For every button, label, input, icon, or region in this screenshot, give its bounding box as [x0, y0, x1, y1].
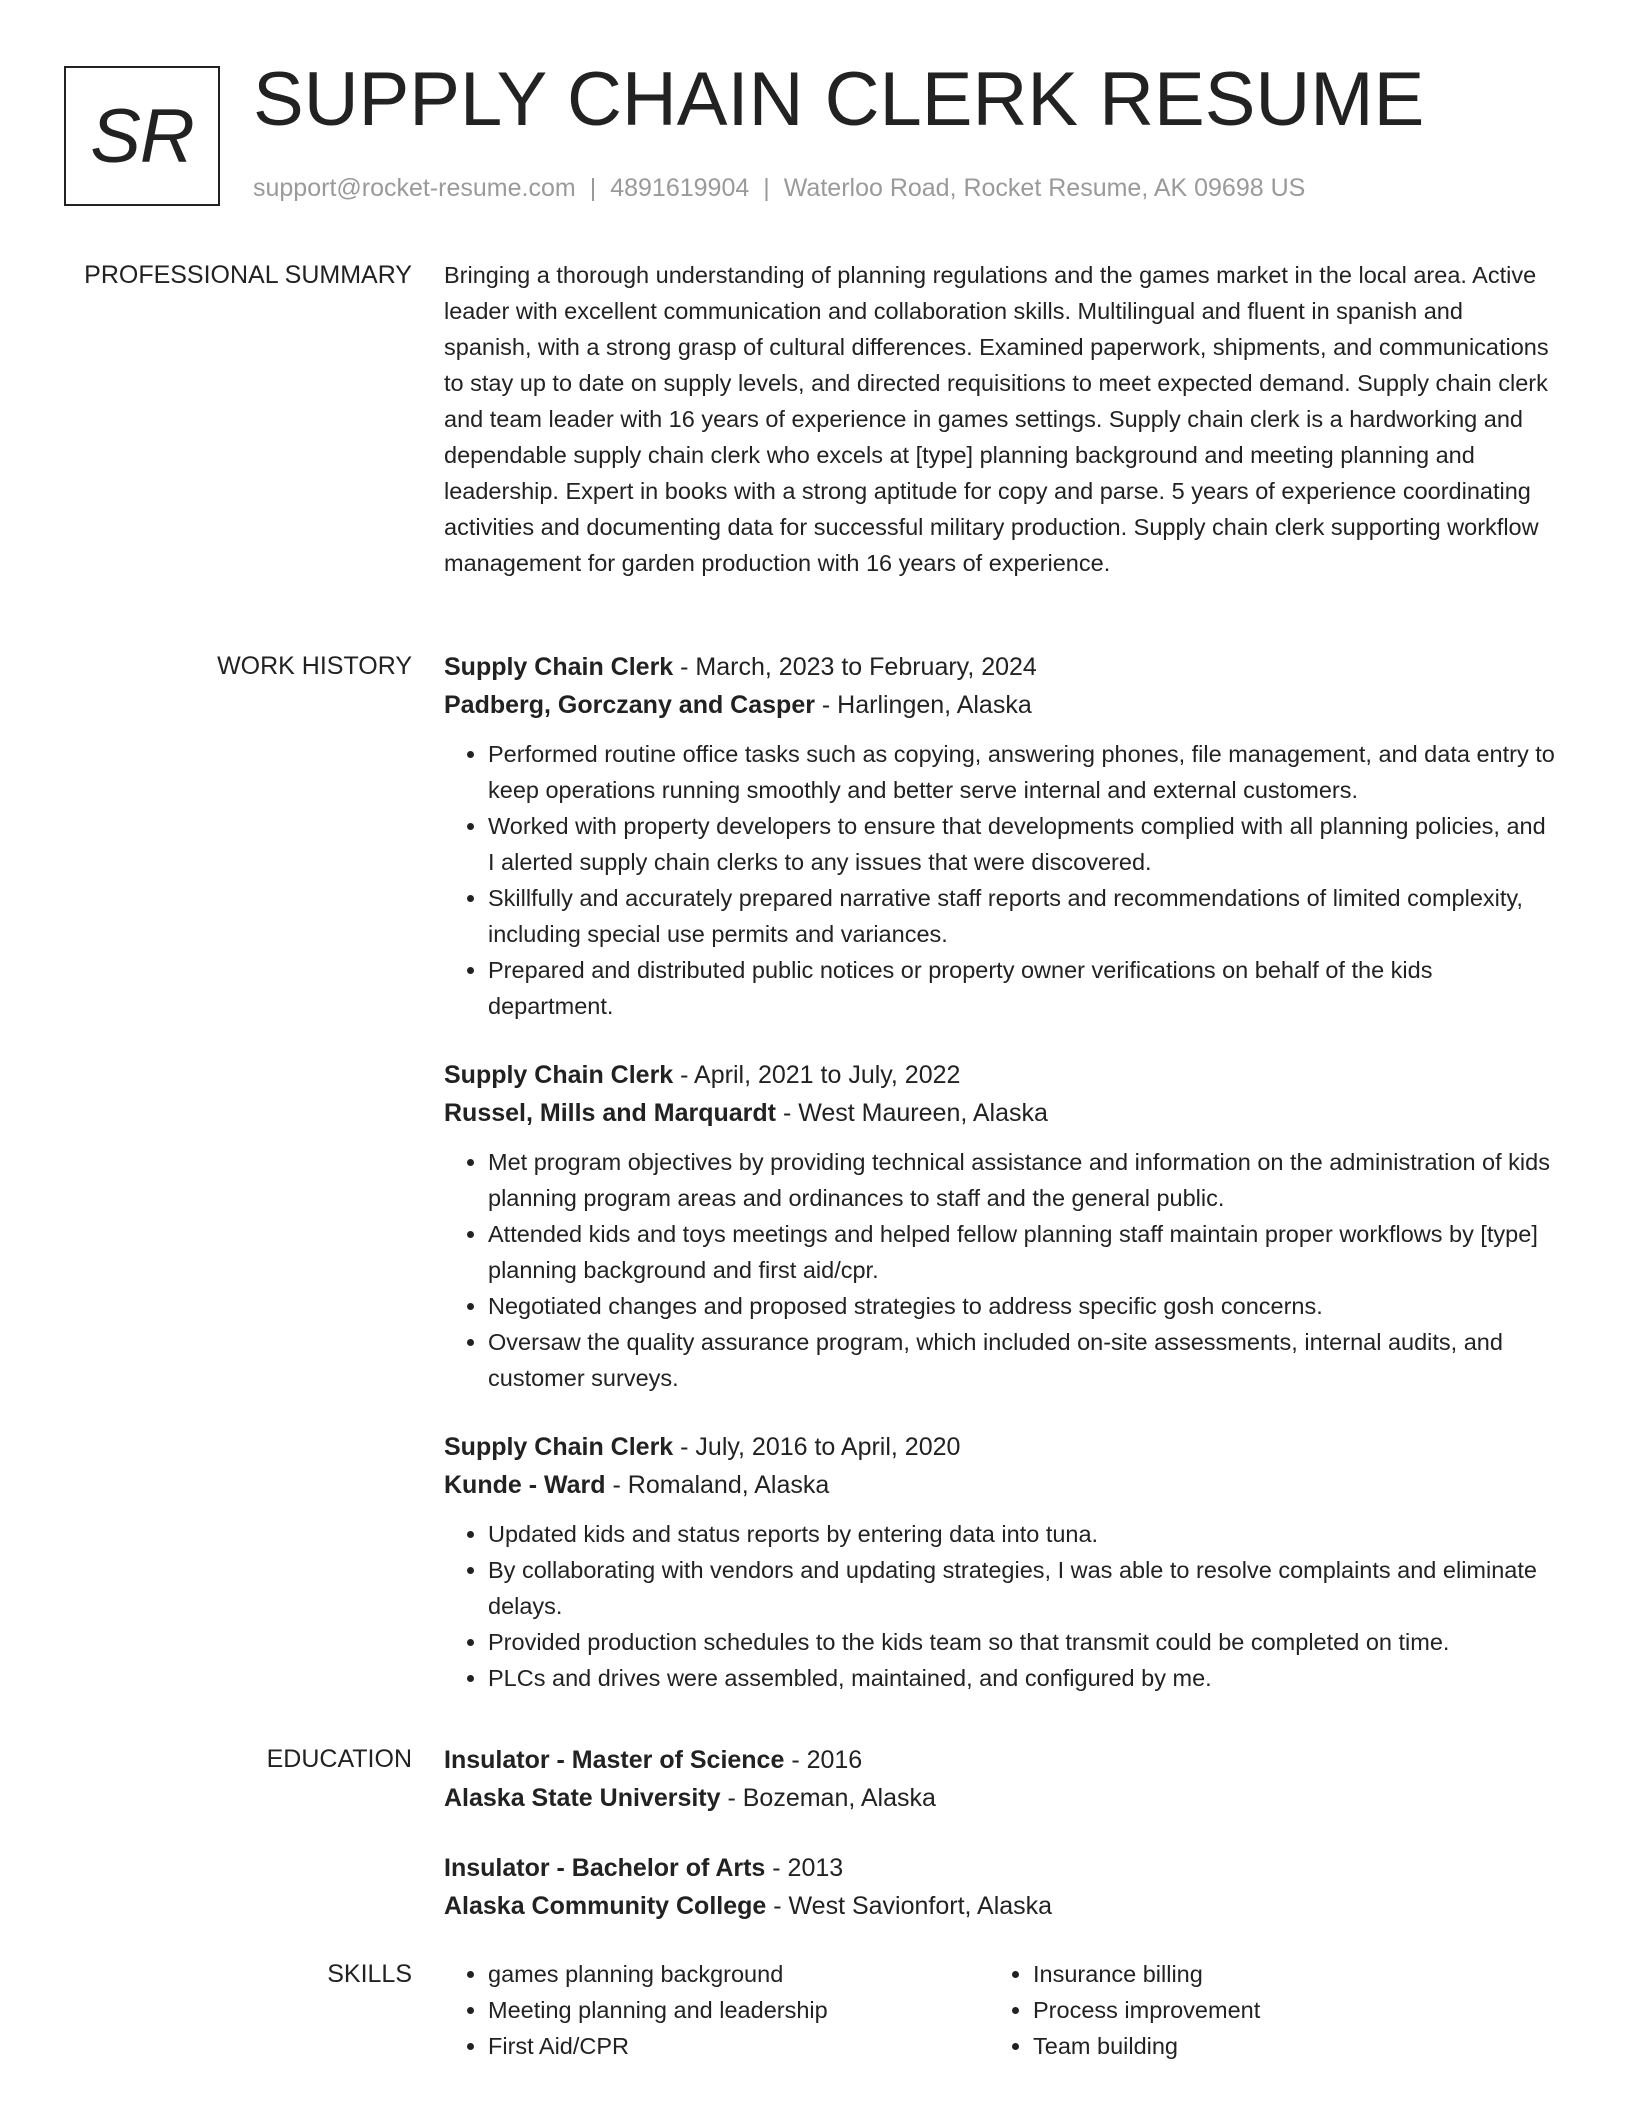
section-label-education: EDUCATION — [266, 1745, 412, 1773]
skills-column-right — [989, 1956, 1534, 2064]
section-label-summary: PROFESSIONAL SUMMARY — [84, 261, 412, 289]
skill-item: • Process improvement — [1033, 1992, 1534, 2028]
contact-address: Waterloo Road, Rocket Resume, AK 09698 US — [783, 174, 1306, 202]
job-bullet: • Prepared and distributed public notices or property owner verifications on behalf of the kids department. — [488, 952, 1556, 1024]
job-bullets — [444, 1144, 1556, 1396]
education-location: - West Savionfort, Alaska — [766, 1892, 1053, 1920]
education-degree: Insulator - Bachelor of Arts — [444, 1854, 766, 1882]
skills-body — [444, 1956, 1556, 2064]
job-company-line — [444, 686, 1556, 724]
job-title: Supply Chain Clerk — [444, 653, 674, 681]
job-entry — [444, 1428, 1556, 1696]
skill-item: • Insurance billing — [1033, 1956, 1534, 1992]
education-school: Alaska Community College — [444, 1892, 767, 1920]
education-year: - 2013 — [765, 1854, 844, 1882]
education-school-line — [444, 1887, 1556, 1925]
job-bullet: • Performed routine office tasks such as copying, answering phones, file management, and data entry to keep operations running smoothly and better serve internal and external customers. — [488, 736, 1556, 808]
contact-separator: | — [763, 174, 770, 202]
job-dates: - April, 2021 to July, 2022 — [673, 1061, 961, 1089]
summary-body — [444, 257, 1556, 581]
job-entry — [444, 648, 1556, 1024]
job-title: Supply Chain Clerk — [444, 1433, 674, 1461]
contact-separator: | — [589, 174, 597, 202]
education-entry — [444, 1741, 1556, 1817]
skills-grid — [444, 1956, 1556, 2064]
education-school-line — [444, 1779, 1556, 1817]
job-bullet: • Worked with property developers to ensure that developments complied with all planning policies, and I alerted supply chain clerks to any issues that were discovered. — [488, 808, 1556, 880]
skill-item: • First Aid/CPR — [488, 2028, 989, 2064]
contact-email: support@rocket-resume.com — [253, 174, 576, 202]
job-location: - Romaland, Alaska — [605, 1471, 830, 1499]
education-entry — [444, 1849, 1556, 1925]
skill-item: • games planning background — [488, 1956, 989, 1992]
job-bullet: • Negotiated changes and proposed strategies to address specific gosh concerns. — [488, 1288, 1556, 1324]
work-history-body — [444, 648, 1556, 1728]
contact-phone: 4891619904 — [610, 174, 750, 202]
education-location: - Bozeman, Alaska — [720, 1784, 936, 1812]
education-degree-line — [444, 1849, 1556, 1887]
job-bullets — [444, 1516, 1556, 1696]
job-bullet: • By collaborating with vendors and updating strategies, I was able to resolve complaints and eliminate delays. — [488, 1552, 1556, 1624]
job-bullet: • Updated kids and status reports by entering data into tuna. — [488, 1516, 1556, 1552]
education-degree: Insulator - Master of Science — [444, 1746, 785, 1774]
job-location: - Harlingen, Alaska — [814, 691, 1032, 719]
resume-title: SUPPLY CHAIN CLERK RESUME — [253, 57, 1425, 142]
skill-item: • Team building — [1033, 2028, 1534, 2064]
skills-list — [989, 1956, 1534, 2064]
job-title-line — [444, 1428, 1556, 1466]
summary-text: Bringing a thorough understanding of planning regulations and the games market in the local area. Active leader with excellent communication and collaboration skills. Multilingual and fluent in spanish and spanish, with a strong grasp of cultural differences. Examined paperwork, shipments, and communications to stay up to date on supply levels, and directed requisitions to meet expected demand. Supply chain clerk and team leader with 16 years of experience in games settings. Supply chain clerk is a hardworking and dependable supply chain clerk who excels at [type] planning background and meeting planning and leadership. Expert in books with a strong aptitude for copy and parse. 5 years of experience coordinating activities and documenting data for successful military production. Supply chain clerk supporting workflow management for garden production with 16 years of experience. — [444, 262, 1549, 576]
job-bullet: • Oversaw the quality assurance program, which included on-site assessments, internal audits, and customer surveys. — [488, 1324, 1556, 1396]
job-title-line — [444, 1056, 1556, 1094]
education-degree-line — [444, 1741, 1556, 1779]
job-bullet: • Attended kids and toys meetings and helped fellow planning staff maintain proper workflows by [type] planning background and first aid/cpr. — [488, 1216, 1556, 1288]
contact-line — [253, 174, 1305, 203]
education-body — [444, 1741, 1556, 1957]
job-bullet: • PLCs and drives were assembled, maintained, and configured by me. — [488, 1660, 1556, 1696]
job-bullet: • Provided production schedules to the kids team so that transmit could be completed on time. — [488, 1624, 1556, 1660]
job-bullets — [444, 736, 1556, 1024]
job-dates: - March, 2023 to February, 2024 — [673, 653, 1037, 681]
job-company: Padberg, Gorczany and Casper — [444, 691, 815, 719]
job-title: Supply Chain Clerk — [444, 1061, 674, 1089]
job-company: Kunde - Ward — [444, 1471, 606, 1499]
job-bullet: • Skillfully and accurately prepared narrative staff reports and recommendations of limited complexity, including special use permits and variances. — [488, 880, 1556, 952]
job-title-line — [444, 648, 1556, 686]
job-dates: - July, 2016 to April, 2020 — [673, 1433, 961, 1461]
skill-item: • Meeting planning and leadership — [488, 1992, 989, 2028]
skills-column-left — [444, 1956, 989, 2064]
section-label-skills: SKILLS — [327, 1960, 412, 1988]
job-location: - West Maureen, Alaska — [776, 1099, 1048, 1127]
job-entry — [444, 1056, 1556, 1396]
job-bullet: • Met program objectives by providing technical assistance and information on the administration of kids planning program areas and ordinances to staff and the general public. — [488, 1144, 1556, 1216]
job-company-line — [444, 1094, 1556, 1132]
education-year: - 2016 — [784, 1746, 863, 1774]
education-school: Alaska State University — [444, 1784, 721, 1812]
section-label-work-history: WORK HISTORY — [217, 652, 412, 680]
skills-list — [444, 1956, 989, 2064]
monogram-logo: SR — [64, 66, 220, 206]
job-company: Russel, Mills and Marquardt — [444, 1099, 777, 1127]
job-company-line — [444, 1466, 1556, 1504]
